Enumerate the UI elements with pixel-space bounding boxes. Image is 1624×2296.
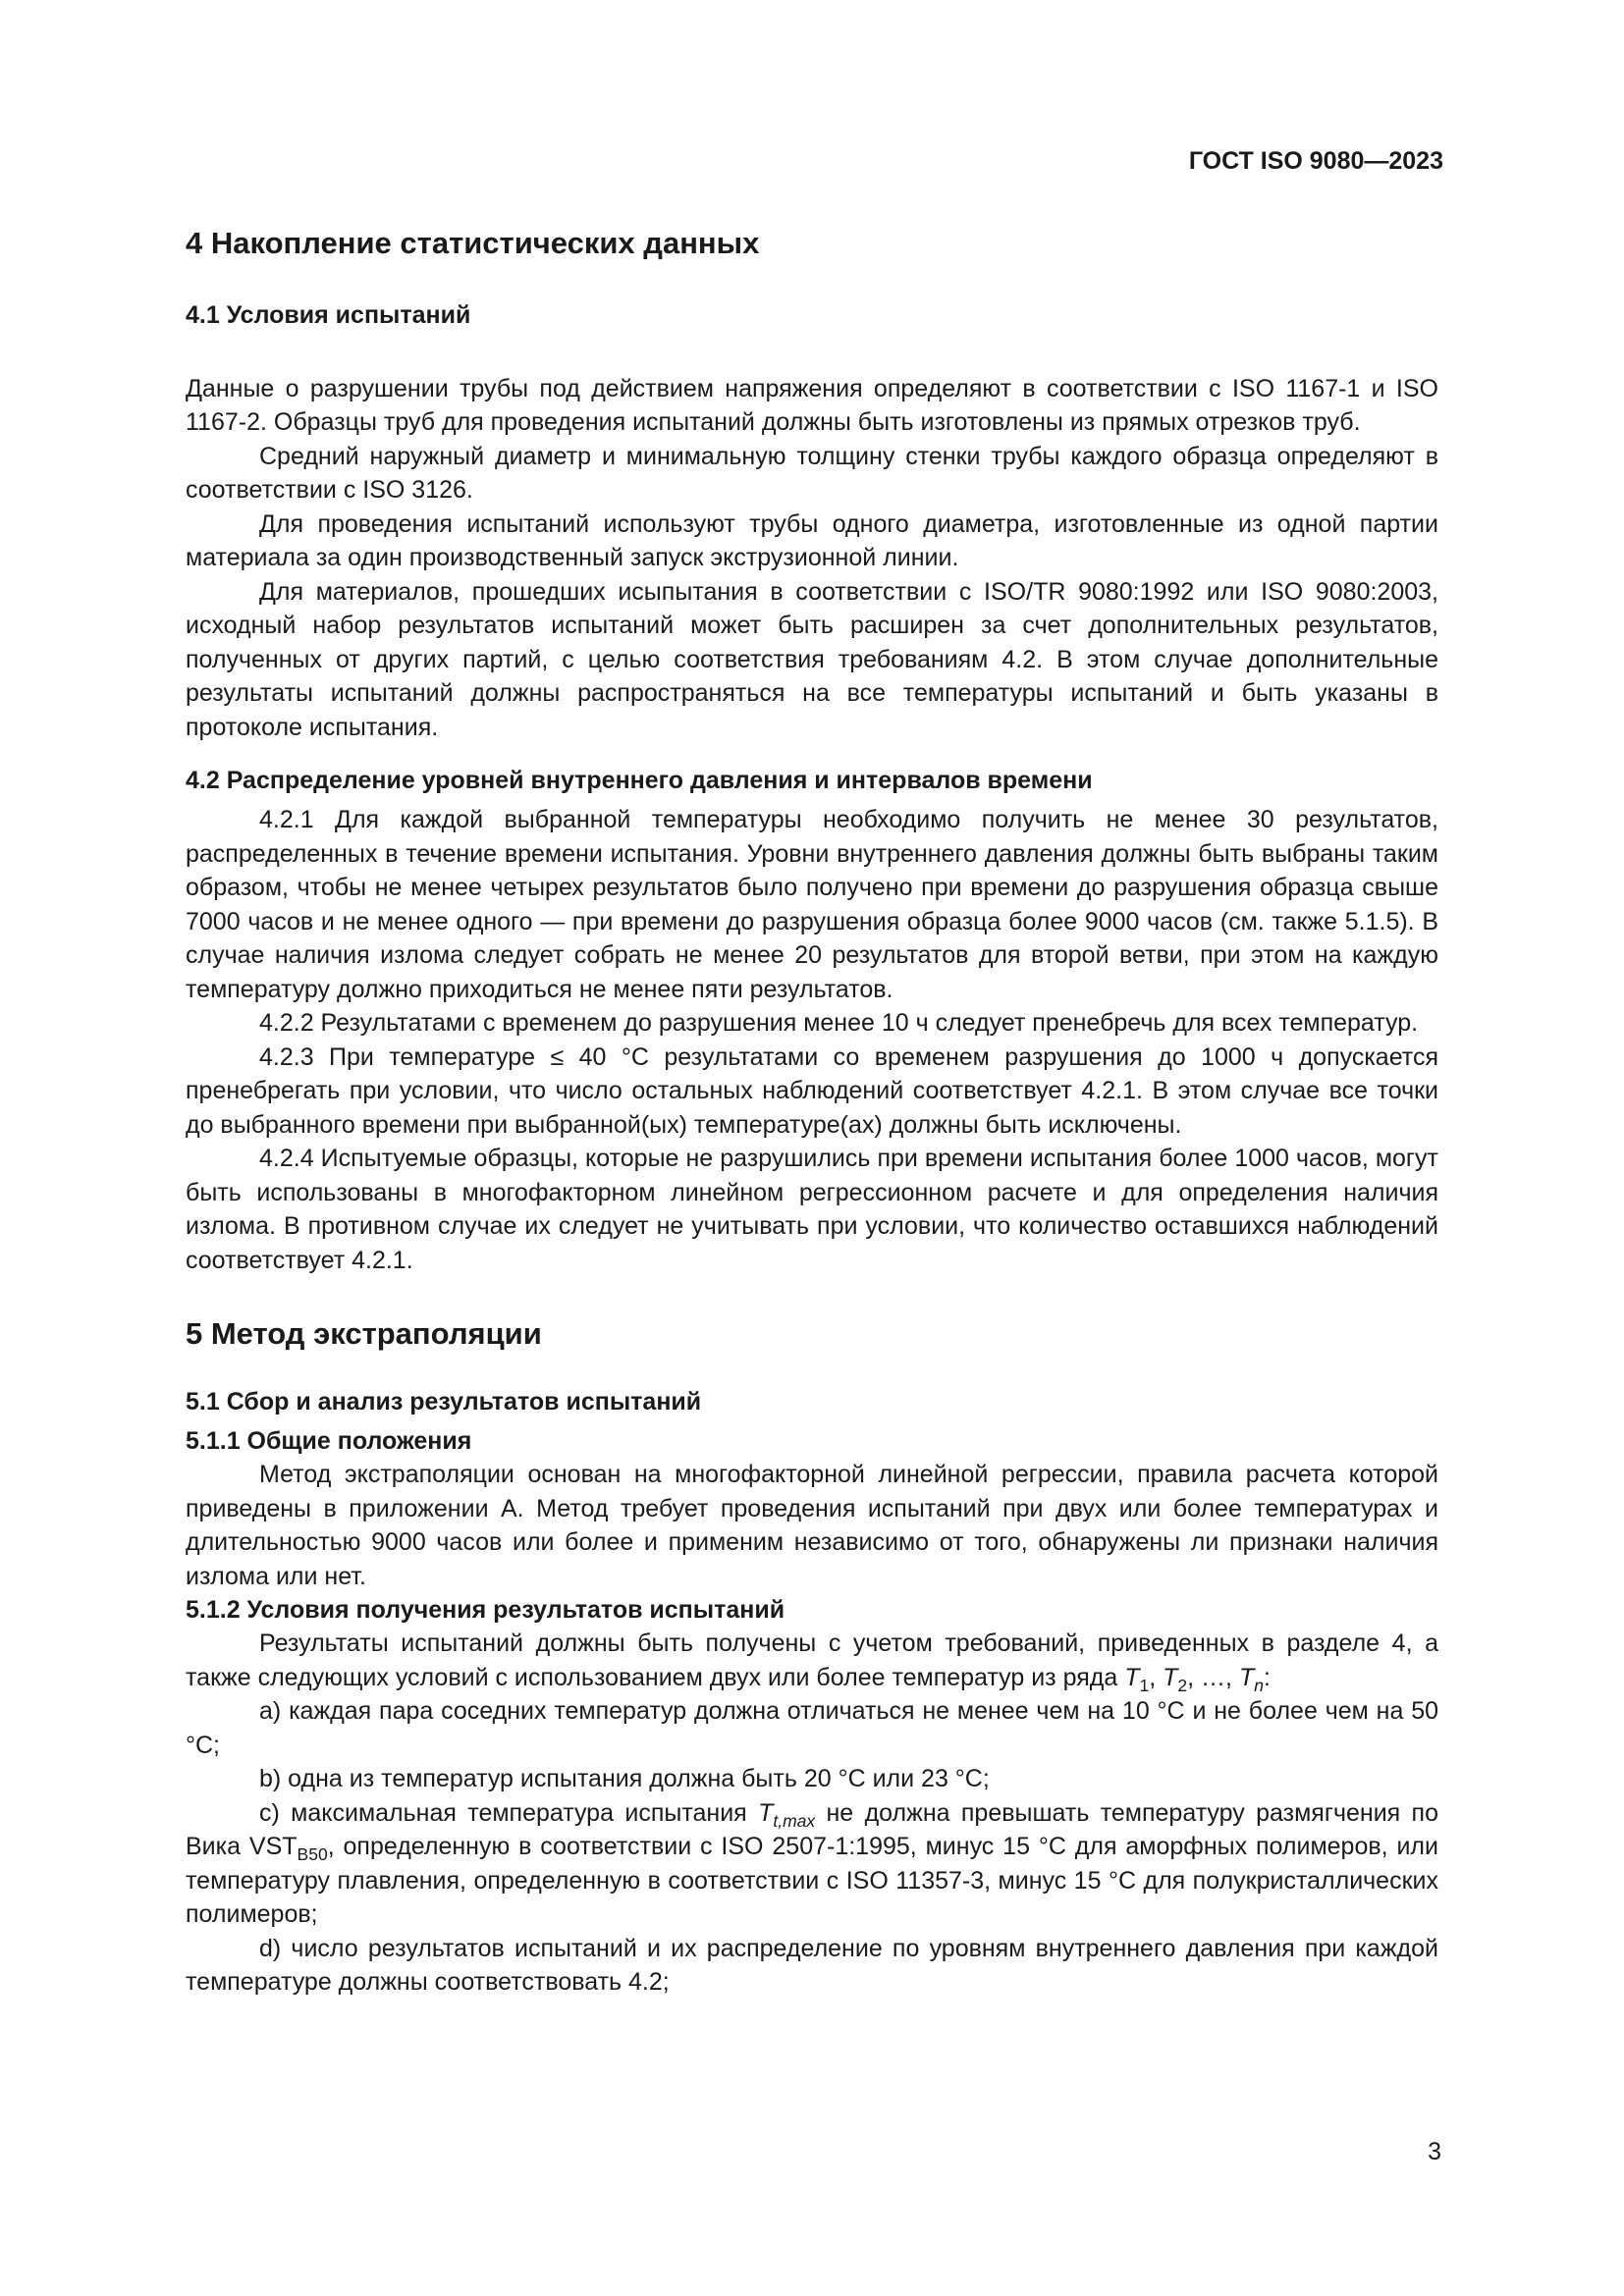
page-number: 3	[1428, 2138, 1441, 2165]
section-5-1-2-heading: 5.1.2 Условия получения результатов испытаний	[186, 1596, 785, 1624]
section-5-heading: 5 Метод экстраполяции	[186, 1316, 542, 1351]
section-4-heading: 4 Накопление статистических данных	[186, 226, 760, 260]
paragraph-4-1-a: Данные о разрушении трубы под действием напряжения определяют в соответствии с ISO 1167-1 и ISO 1167-2. Образцы труб для проведения испытаний должны быть изготовлены из прямых отрезков труб.	[186, 374, 1438, 436]
list-item-b: b) одна из температур испытания должна быть 20 °С или 23 °С;	[259, 1765, 990, 1792]
document-code: ГОСТ ISO 9080—2023	[1188, 147, 1443, 175]
paragraph-5-1-2-intro: Результаты испытаний должны быть получены с учетом требований, приведенных в разделе 4, а также следующих условий с использованием двух или более температур из ряда $T_1$, $T_2$, …, $T_n$:	[186, 1629, 1438, 1695]
section-5-1-1-heading: 5.1.1 Общие положения	[186, 1427, 472, 1455]
page-content	[186, 224, 1438, 2000]
paragraph-4-1-b: Средний наружный диаметр и минимальную толщину стенки трубы каждого образца определяют в соответствии с ISO 3126.	[186, 442, 1438, 504]
paragraph-4-2-3: 4.2.3 При температуре ≤ 40 °С результатами со временем разрушения до 1000 ч допускается пренебрегать при условии, что число остальных наблюдений соответствует 4.2.1. В этом случае все точки до выбранного времени при выбранной(ых) температуре(ах) должны быть исключены.	[186, 1042, 1438, 1139]
list-item-d: d) число результатов испытаний и их распределение по уровням внутреннего давления при каждой температуре должны соответствовать 4.2;	[186, 1934, 1438, 1996]
section-4-1-heading: 4.1 Условия испытаний	[186, 301, 471, 329]
list-item-a: a) каждая пара соседних температур должна отличаться не менее чем на 10 °С и не более чем на 50 °С;	[186, 1697, 1438, 1759]
section-4-2-heading: 4.2 Распределение уровней внутреннего давления и интервалов времени	[186, 767, 1093, 794]
paragraph-4-1-c: Для проведения испытаний используют трубы одного диаметра, изготовленные из одной партии материала за один производственный запуск экструзионной линии.	[186, 509, 1438, 571]
paragraph-4-2-2: 4.2.2 Результатами с временем до разрушения менее 10 ч следует пренебречь для всех температур.	[259, 1009, 1419, 1037]
section-5-1-heading: 5.1 Сбор и анализ результатов испытаний	[186, 1388, 702, 1415]
list-item-c: c) максимальная температура испытания $T_{t,max}$ не должна превышать температуру размягчения по Вика $VST_{B50}$, определенную в соответствии с ISO 2507-1:1995, минус 15 °С для аморфных полимеров, или температуру плавления, определенную в соответствии с ISO 11357-3, минус 15 °С для полукристаллических полимеров;	[186, 1798, 1438, 1928]
paragraph-5-1-1: Метод экстраполяции основан на многофакторной линейной регрессии, правила расчета которой приведены в приложении А. Метод требует проведения испытаний при двух или более температурах и длительностью 9000 часов или более и применим независимо от того, обнаружены ли признаки наличия излома или нет.	[186, 1461, 1438, 1590]
paragraph-4-2-4: 4.2.4 Испытуемые образцы, которые не разрушились при времени испытания более 1000 часов, могут быть использованы в многофакторном линейном регрессионном расчете и для определения наличия излома. В противном случае их следует не учитывать при условии, что количество оставшихся наблюдений соответствует 4.2.1.	[186, 1145, 1438, 1274]
paragraph-4-2-1: 4.2.1 Для каждой выбранной температуры необходимо получить не менее 30 результатов, распределенных в течение времени испытания. Уровни внутреннего давления должны быть выбраны таким образом, чтобы не менее четырех результатов было получено при времени до разрушения образца свыше 7000 часов и не менее одного — при времени до разрушения образца более 9000 часов (см. также 5.1.5). В случае наличия излома следует собрать не менее 20 результатов для второй ветви, при этом на каждую температуру должно приходиться не менее пяти результатов.	[186, 806, 1438, 1003]
paragraph-4-1-d: Для материалов, прошедших исыпытания в соответствии с ISO/TR 9080:1992 или ISO 9080:2003, исходный набор результатов испытаний может быть расширен за счет дополнительных результатов, полученных от других партий, с целью соответствия требованиям 4.2. В этом случае дополнительные результаты испытаний должны распространяться на все температуры испытаний и быть указаны в протоколе испытания.	[186, 577, 1438, 741]
